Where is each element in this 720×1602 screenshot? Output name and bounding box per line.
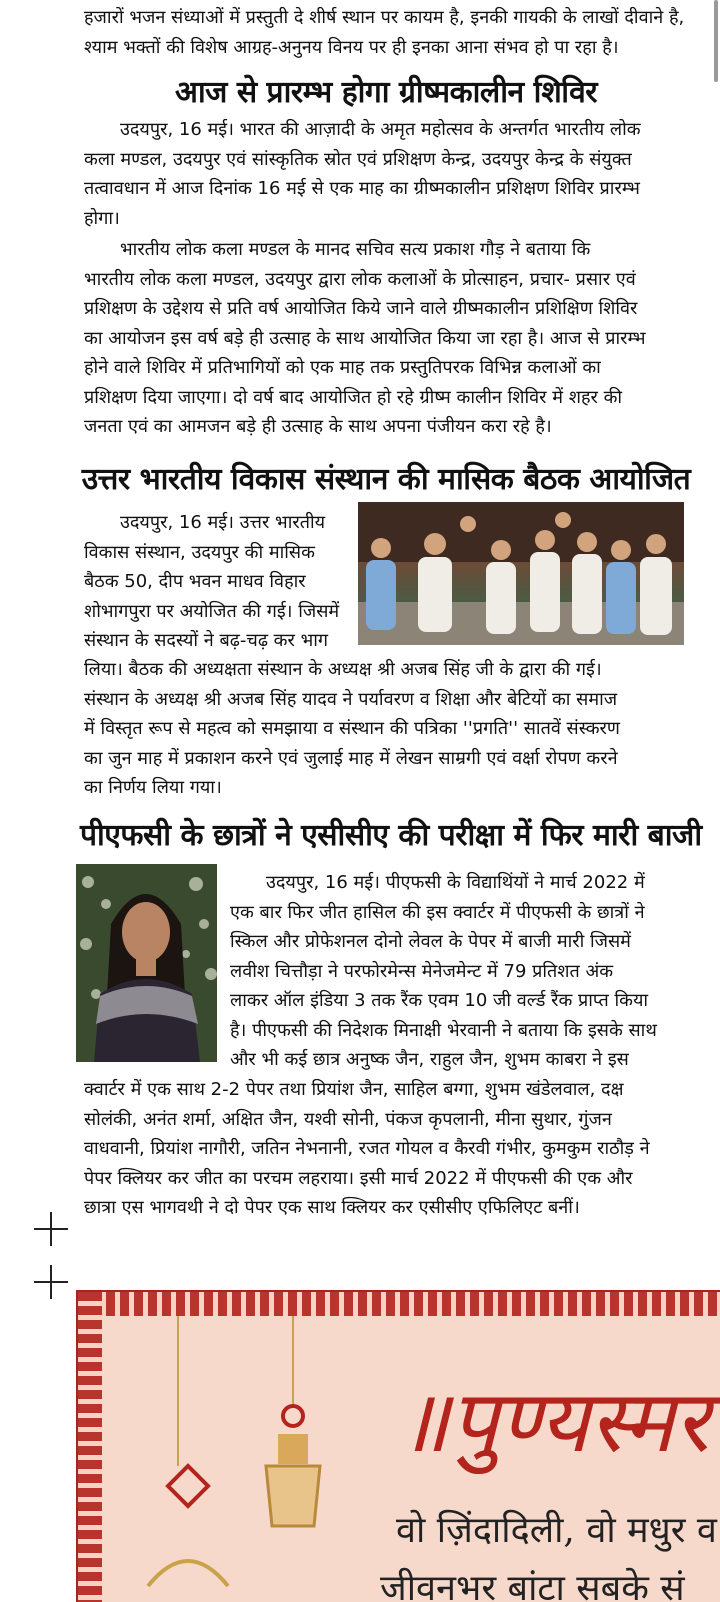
lantern-decoration-icon <box>138 1316 338 1602</box>
text-line: में विस्तृत रूप से महत्व को समझाया व संस्थान की पत्रिका ''प्रगति'' सातवें संस्करण <box>84 718 620 739</box>
article3-short-column <box>230 868 682 1075</box>
text-line: है। पीएफसी की निदेशक मिनाक्षी भेरवानी ने बताया कि इसके साथ <box>230 1019 657 1041</box>
text-line: छात्रा एस भागवथी ने दो पेपर एक साथ क्लियर कर एसीसीए एफिलिएट बनीं। <box>84 1197 580 1218</box>
text-line: एक बार फिर जीत हासिल की इस क्वार्टर में पीएफसी के छात्रों ने <box>230 901 645 923</box>
text-line: पेपर क्लियर कर जीत का परचम लहराया। इसी मार्च 2022 में पीएफसी की एक और <box>84 1167 633 1189</box>
ad-border-left <box>78 1292 102 1602</box>
portrait-illustration <box>76 864 217 1062</box>
ad-title: ॥पुण्यस्मर <box>398 1372 710 1472</box>
text-line: का जुन माह में प्रकाशन करने एवं जुलाई माह में लेखन साम्रगी एवं वर्क्षा रोपण करने <box>84 747 618 769</box>
text-line: तत्वावधान में आज दिनांक 16 मई से एक माह का ग्रीष्मकालीन प्रशिक्षण शिविर प्रारम्भ <box>84 178 640 199</box>
text-line: संस्थान के अध्यक्ष श्री अजब सिंह यादव ने पर्यावरण व शिक्षा और बेटियों का समाज <box>84 688 618 710</box>
text-line: जनता एवं का आमजन बड़े ही उत्साह के साथ अपना पंजीयन करा रहे है। <box>84 416 552 437</box>
text-line: उदयपुर, 16 मई। पीएफसी के विद्याथिंयों ने मार्च 2022 में <box>266 872 645 893</box>
ad-text-line: वो ज़िंदादिली, वो मधुर व <box>396 1510 717 1551</box>
headline-meeting: उत्तर भारतीय विकास संस्थान की मासिक बैठक आयोजित <box>81 462 691 497</box>
text-line: का निर्णय लिया गया। <box>84 777 222 798</box>
text-line: स्किल और प्रोफेशनल दोनो लेवल के पेपर में बाजी मारी जिसमें <box>230 931 631 952</box>
text-line: लवीश चित्तौड़ा ने परफोरमेन्स मेनेजमेन्ट में 79 प्रतिशत अंक <box>230 960 614 982</box>
text-line: लाकर ऑल इंडिया 3 तक रैंक एवम 10 जी वर्ल्ड रैंक प्राप्त किया <box>230 990 649 1011</box>
student-portrait-photo <box>76 864 217 1062</box>
text-line: का आयोजन इस वर्ष बड़े ही उत्साह के साथ आयोजित किया जा रहा है। आज से प्रारम्भ <box>84 327 646 349</box>
text-line: लिया। बैठक की अध्यक्षता संस्थान के अध्यक्ष श्री अजब सिंह जी के द्वारा की गई। <box>84 659 602 680</box>
text-line: और भी कई छात्र अनुष्क जैन, राहुल जैन, शुभम काबरा ने इस <box>230 1049 629 1070</box>
crop-mark-icon <box>34 1265 68 1299</box>
article2-short-column <box>84 508 354 656</box>
text-line: शोभागपुरा पर अयोजित की गई। जिसमें <box>84 600 340 622</box>
text-line: श्याम भक्तों की विशेष आग्रह-अनुनय विनय पर ही इनका आना संभव हो पा रहा है। <box>84 36 619 58</box>
text-line: उदयपुर, 16 मई। भारत की आज़ादी के अमृत महोत्सव के अन्तर्गत भारतीय लोक <box>120 119 641 140</box>
text-line: सोलंकी, अनंत शर्मा, अक्षित जैन, यश्वी सोनी, पंकज कृपलानी, मीना सुथार, गुंजन <box>84 1108 612 1130</box>
text-line: क्वार्टर में एक साथ 2-2 पेपर तथा प्रियांश जैन, साहिल बग्गा, शुभम खंडेलवाल, दक्ष <box>84 1079 624 1100</box>
text-line: होने वाले शिविर में प्रतिभागियों को एक माह तक प्रस्तुतिपरक विभिन्न कलाओं का <box>84 357 601 378</box>
text-line: बैठक 50, दीप भवन माधव विहार <box>84 571 306 592</box>
text-line: प्रशिक्षण के उद्देशय से प्रति वर्ष आयोजित किये जाने वाले ग्रीष्मकालीन प्रशिक्षिण शिविर <box>84 298 638 319</box>
text-line: कला मण्डल, उदयपुर एवं सांस्कृतिक स्रोत एवं प्रशिक्षण केन्द्र, उदयपुर केन्द्र के संयुक्त <box>84 148 632 170</box>
ad-text-line: जीवनभर बांटा सबके सं <box>380 1568 685 1602</box>
article2-full-column <box>84 655 690 803</box>
headline-pfc-acca: पीएफसी के छात्रों ने एसीसीए की परीक्षा में फिर मारी बाजी <box>80 818 702 853</box>
text-line: प्रशिक्षण दिया जाएगा। दो वर्ष बाद आयोजित हो रहे ग्रीष्म कालीन शिविर में शहर की <box>84 386 623 408</box>
text-line: विकास संस्थान, उदयपुर की मासिक <box>84 541 315 563</box>
article1-para2 <box>84 235 690 442</box>
intro-paragraph <box>84 3 690 62</box>
group-people-illustration <box>358 502 684 645</box>
article3-full-column <box>84 1075 690 1223</box>
ad-border-top <box>78 1292 720 1316</box>
text-line: हजारों भजन संध्याओं में प्रस्तुती दे शीर्ष स्थान पर कायम है, इनकी गायकी के लाखों दीवाने है, <box>84 7 685 28</box>
headline-summer-camp: आज से प्रारम्भ होगा ग्रीष्मकालीन शिविर <box>174 75 598 110</box>
meeting-group-photo <box>358 502 684 645</box>
text-line: भारतीय लोक कला मण्डल, उदयपुर द्वारा लोक कलाओं के प्रोत्साहन, प्रचार- प्रसार एवं <box>84 268 636 290</box>
text-line: वाधवानी, प्रियांश नागौरी, जतिन नेभनानी, रजत गोयल व कैरवी गंभीर, कुमकुम राठौड़ ने <box>84 1138 650 1159</box>
text-line: उदयपुर, 16 मई। उत्तर भारतीय <box>120 512 326 533</box>
scrollbar-thumb[interactable] <box>714 0 718 82</box>
text-line: संस्थान के सदस्यों ने बढ़-चढ़ कर भाग <box>84 630 329 651</box>
article1-para1 <box>84 115 690 233</box>
memorial-advertisement <box>76 1290 720 1602</box>
crop-mark-icon <box>34 1212 68 1246</box>
text-line: होगा। <box>84 207 120 229</box>
text-line: भारतीय लोक कला मण्डल के मानद सचिव सत्य प्रकाश गौड़ ने बताया कि <box>120 239 591 260</box>
